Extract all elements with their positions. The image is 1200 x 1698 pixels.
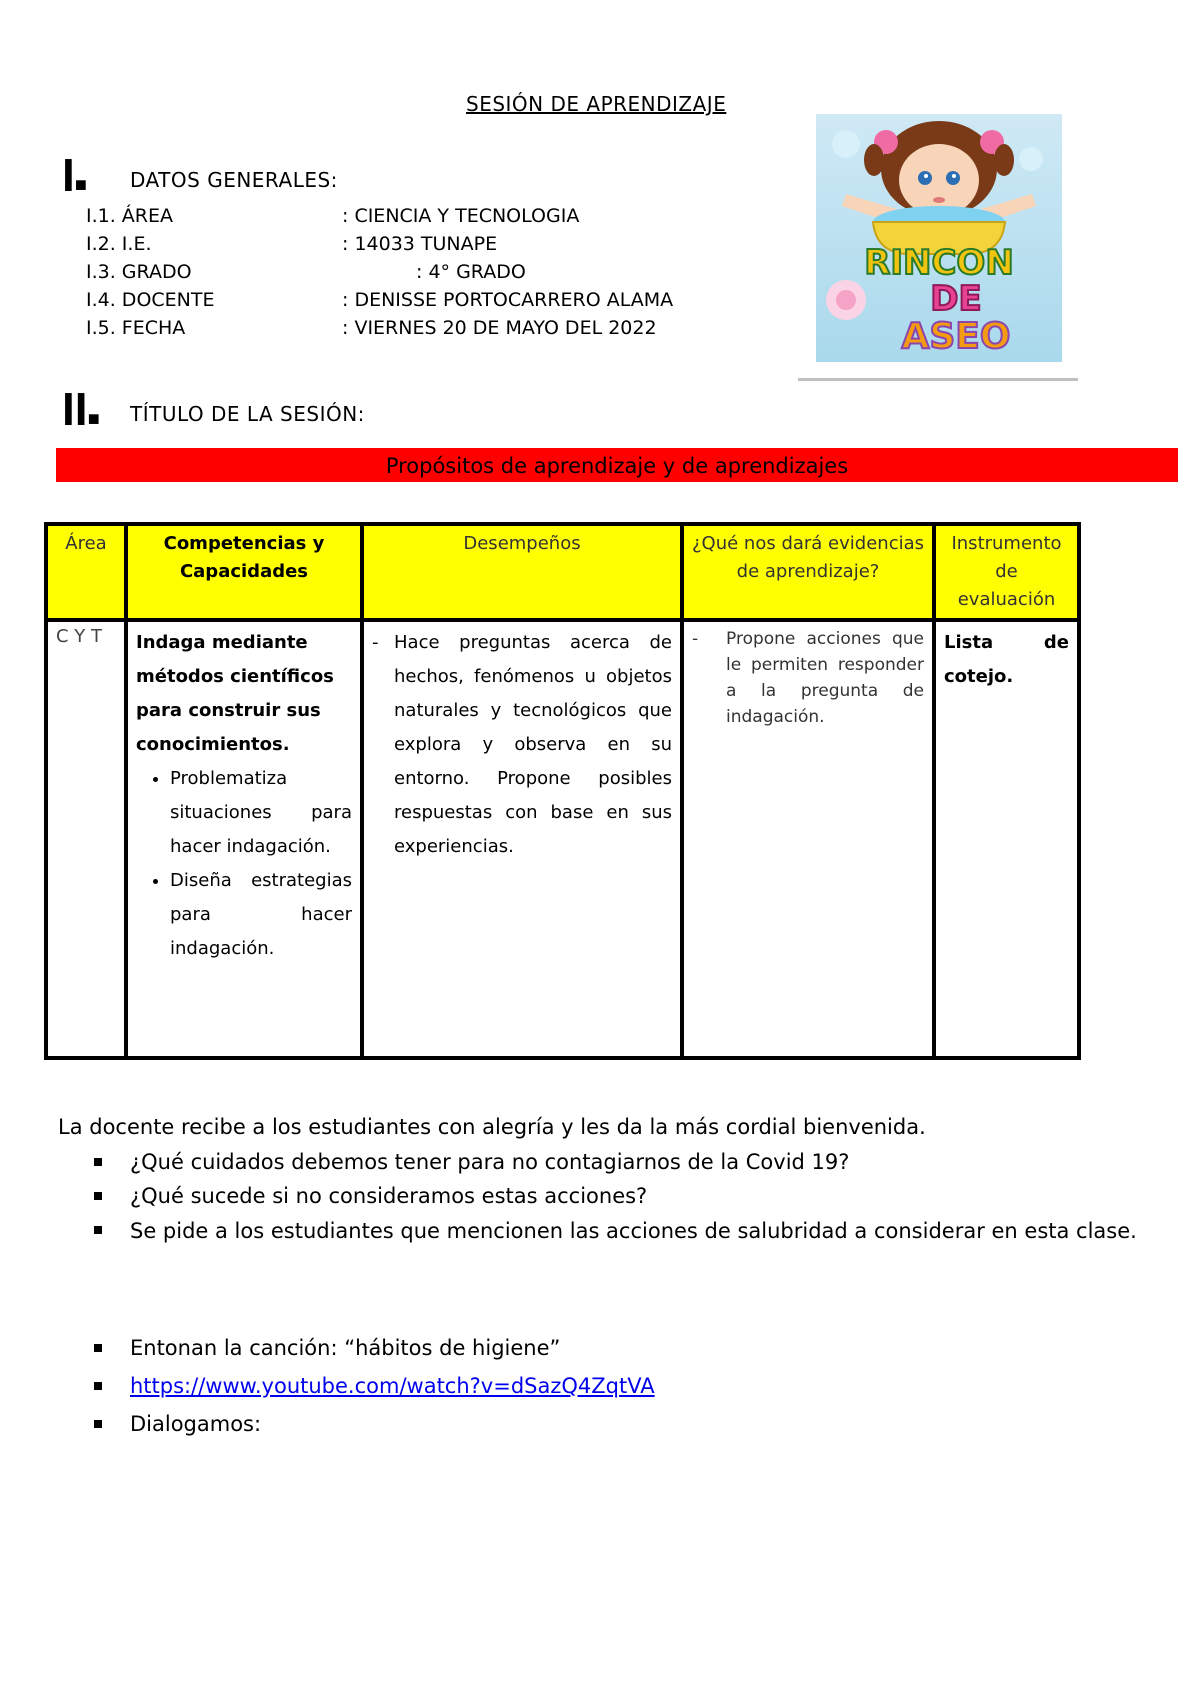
propositos-table xyxy=(44,522,1081,1060)
datos-label: I.4. DOCENTE xyxy=(86,289,215,311)
image-line-1: RINCON xyxy=(864,243,1014,283)
cell-desempenos: - Hace preguntas acerca de hechos, fenómenos u objetos naturales y tecnológicos que explora y observa en su entorno. Propone posibles respuestas con base en sus experiencias. xyxy=(362,620,682,1058)
table-row xyxy=(46,620,1079,1058)
section-i-numeral: I xyxy=(62,149,75,201)
square-bullet-icon xyxy=(94,1192,102,1200)
rincon-de-aseo-illustration xyxy=(816,114,1062,362)
cell-area: C Y T xyxy=(46,620,126,1058)
datos-label: I.3. GRADO xyxy=(86,261,192,283)
datos-row-area xyxy=(86,202,806,230)
section-ii-title: TÍTULO DE LA SESIÓN: xyxy=(130,402,365,426)
table-header-row xyxy=(46,524,1079,620)
list-item xyxy=(94,1406,1174,1442)
cell-instrumento: Lista de cotejo. xyxy=(934,620,1079,1058)
header-area: Área xyxy=(46,524,126,620)
song-text: Entonan la canción: “hábitos de higiene” xyxy=(130,1336,561,1360)
section-ii-heading: II■ xyxy=(62,383,100,435)
image-line-3: ASEO xyxy=(901,316,1011,357)
list-item xyxy=(94,1368,1174,1404)
dialogamos-text: Dialogamos: xyxy=(130,1412,262,1436)
document-title: SESIÓN DE APRENDIZAJE xyxy=(466,92,727,116)
image-line-2: DE xyxy=(930,279,982,319)
competencia-text: Indaga mediante métodos científicos para construir sus conocimientos. xyxy=(136,632,334,755)
cell-competencias xyxy=(126,620,362,1058)
capacidad-item: • Diseña estrategias para hacer indagación. xyxy=(170,864,352,966)
datos-row-fecha xyxy=(86,314,806,342)
header-instrumento: Instrumento de evaluación xyxy=(934,524,1079,620)
datos-value: : CIENCIA Y TECNOLOGIA xyxy=(342,205,580,227)
header-desempenos: Desempeños xyxy=(362,524,682,620)
datos-generales-list xyxy=(86,202,806,342)
evidencia-text: Propone acciones que le permiten responder a la pregunta de indagación. xyxy=(726,629,924,727)
datos-row-grado xyxy=(86,258,806,286)
section-ii-numeral: II xyxy=(62,383,88,435)
datos-value: : 4° GRADO xyxy=(416,261,526,283)
list-item: Se pide a los estudiantes que mencionen las acciones de salubridad a considerar en esta clase. xyxy=(94,1212,1174,1288)
square-bullet-icon xyxy=(94,1382,102,1390)
header-evidencias: ¿Qué nos dará evidencias de aprendizaje? xyxy=(682,524,934,620)
image-divider xyxy=(798,378,1078,381)
list-item: ¿Qué sucede si no consideramos estas acciones? xyxy=(94,1178,1174,1214)
datos-label: I.1. ÁREA xyxy=(86,205,174,227)
desempeno-text: Hace preguntas acerca de hechos, fenómenos u objetos naturales y tecnológicos que explora y observa en su entorno. Propone posibles respuestas con base en sus experiencias. xyxy=(394,632,672,857)
datos-value: : DENISSE PORTOCARRERO ALAMA xyxy=(342,289,674,311)
datos-value: : 14033 TUNAPE xyxy=(342,233,498,255)
square-bullet-icon xyxy=(94,1420,102,1428)
square-bullet-icon xyxy=(94,1226,102,1234)
list-item xyxy=(94,1330,1174,1366)
datos-label: I.5. FECHA xyxy=(86,317,186,339)
intro-paragraph: La docente recibe a los estudiantes con alegría y les da la más cordial bienvenida. xyxy=(58,1115,926,1139)
datos-label: I.2. I.E. xyxy=(86,233,152,255)
datos-value: : VIERNES 20 DE MAYO DEL 2022 xyxy=(342,317,657,339)
youtube-link[interactable]: https://www.youtube.com/watch?v=dSazQ4ZqtVA xyxy=(130,1374,655,1398)
square-bullet-icon xyxy=(94,1158,102,1166)
section-i-title: DATOS GENERALES: xyxy=(130,168,338,192)
rincon-de-aseo-image xyxy=(816,114,1062,362)
datos-row-ie xyxy=(86,230,806,258)
list-item: ¿Qué cuidados debemos tener para no contagiarnos de la Covid 19? xyxy=(94,1144,1174,1180)
cell-evidencias: - Propone acciones que le permiten responder a la pregunta de indagación. xyxy=(682,620,934,1058)
datos-row-docente xyxy=(86,286,806,314)
section-i-heading: I■ xyxy=(62,149,87,201)
header-competencias: Competencias y Capacidades xyxy=(126,524,362,620)
propositos-banner: Propósitos de aprendizaje y de aprendizajes xyxy=(56,448,1178,482)
square-bullet-icon xyxy=(94,1344,102,1352)
capacidad-item: • Problematiza situaciones para hacer indagación. xyxy=(170,762,352,864)
capacidades-list xyxy=(136,762,352,966)
